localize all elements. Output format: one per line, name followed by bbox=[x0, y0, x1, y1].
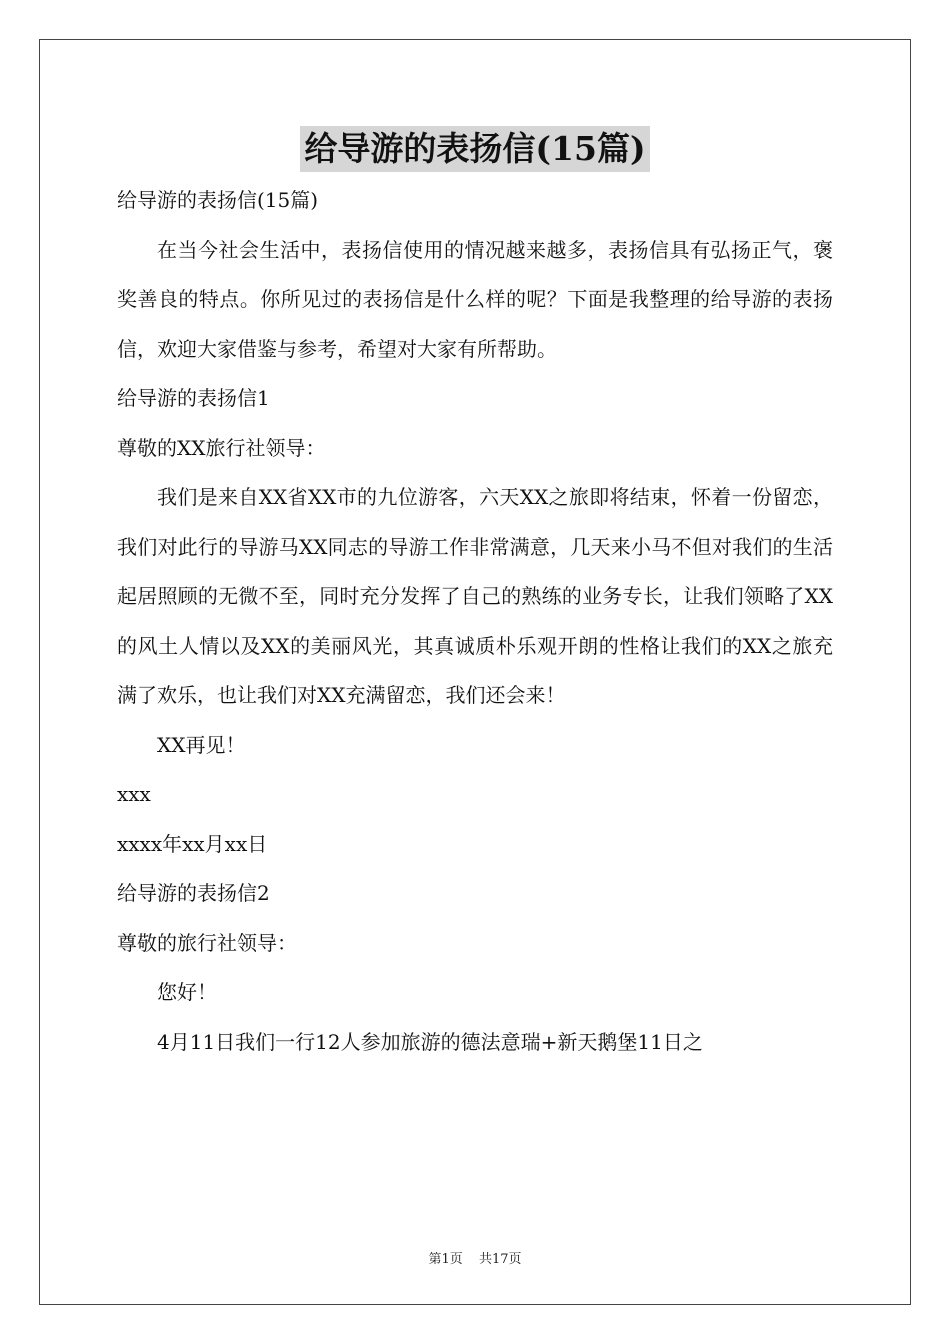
page-total: 共17页 bbox=[478, 1252, 522, 1267]
paragraph: xxx bbox=[117, 782, 151, 806]
document-title: 给导游的表扬信(15篇) bbox=[300, 126, 649, 172]
paragraph: 您好！ bbox=[157, 980, 217, 1004]
paragraph: 在当今社会生活中，表扬信使用的情况越来越多，表扬信具有弘扬正气，褒奖善良的特点。你所见过的表扬信是什么样的呢？下面是我整理的给导游的表扬信，欢迎大家借鉴与参考，希望对大家有所帮助。 bbox=[117, 237, 833, 361]
paragraph: 尊敬的XX旅行社领导： bbox=[117, 435, 326, 460]
paragraph: 给导游的表扬信(15篇) bbox=[117, 188, 319, 212]
paragraph: 我们是来自XX省XX市的九位游客，六天XX之旅即将结束，怀着一份留恋，我们对此行的导游马XX同志的导游工作非常满意，几天来小马不但对我们的生活起居照顾的无微不至，同时充分发挥了自己的熟练的业务专长，让我们领略了XX的风土人情以及XX的美丽风光，其真诚质朴乐观开朗的性格让我们的XX之旅充满了欢乐，也让我们对XX充满留恋，我们还会来！ bbox=[117, 485, 833, 707]
paragraph: xxxx年xx月xx日 bbox=[117, 831, 268, 856]
paragraph: XX再见！ bbox=[157, 732, 246, 757]
page-footer bbox=[0, 1248, 950, 1267]
paragraph: 尊敬的旅行社领导： bbox=[117, 930, 297, 955]
paragraph: 给导游的表扬信1 bbox=[117, 386, 270, 410]
paragraph: 给导游的表扬信2 bbox=[117, 881, 270, 905]
page-number: 第1页 bbox=[428, 1252, 463, 1267]
document-body bbox=[117, 176, 833, 1067]
paragraph: 4月11日我们一行12人参加旅游的德法意瑞+新天鹅堡11日之 bbox=[157, 1029, 703, 1054]
title-container bbox=[0, 126, 950, 172]
